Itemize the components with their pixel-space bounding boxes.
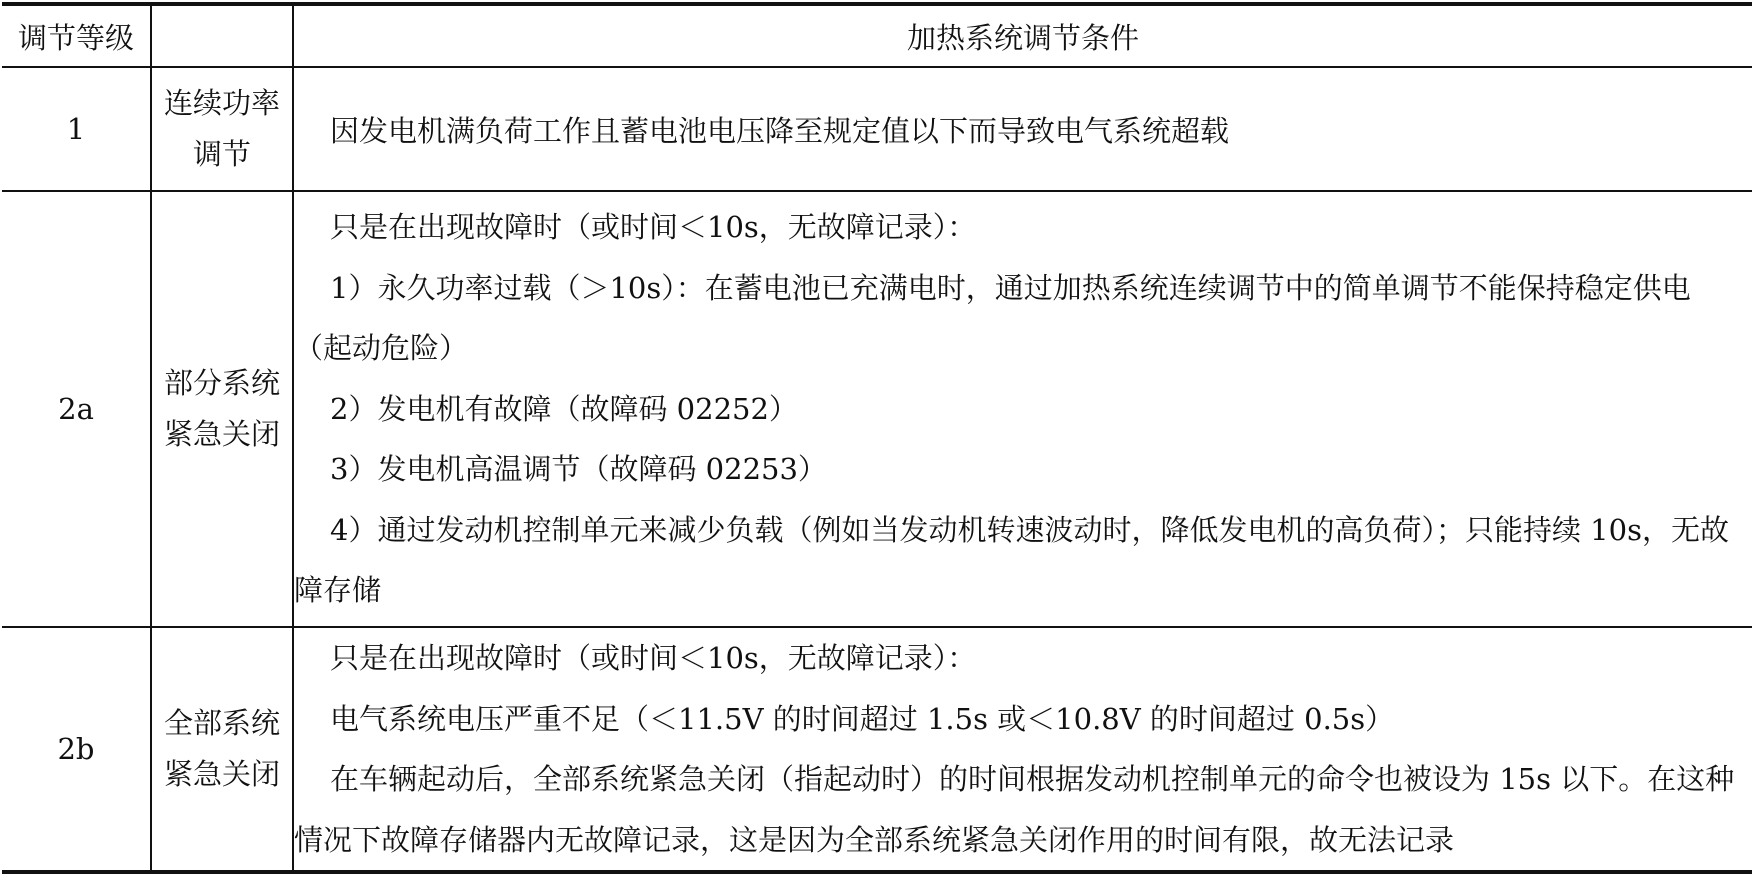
condition-paragraph: 2）发电机有故障（故障码 02252） (330, 391, 798, 426)
header-condition: 加热系统调节条件 (293, 4, 1752, 67)
row-name-line: 紧急关闭 (163, 417, 280, 451)
row-level: 2a (2, 191, 151, 627)
table-row (2, 191, 1752, 627)
condition-paragraph: 1）永久功率过载（＞10s）：在蓄电池已充满电时，通过加热系统连续调节中的简单调节不能保持稳定供电（起动危险） (294, 270, 1691, 366)
condition-paragraph: 电气系统电压严重不足（＜11.5V 的时间超过 1.5s 或＜10.8V 的时间超过 0.5s） (330, 701, 1395, 736)
row-name-line: 紧急关闭 (163, 757, 280, 791)
table-row (2, 67, 1752, 191)
row-condition (293, 191, 1752, 627)
condition-paragraph: 因发电机满负荷工作且蓄电池电压降至规定值以下而导致电气系统超载 (330, 113, 1230, 148)
row-name-line: 调节 (192, 137, 251, 171)
row-name (151, 627, 293, 872)
row-name-line: 全部系统 (163, 706, 280, 741)
header-level: 调节等级 (2, 4, 151, 67)
header-name (151, 4, 293, 67)
condition-paragraph: 3）发电机高温调节（故障码 02253） (330, 452, 827, 487)
table-row (2, 627, 1752, 872)
condition-paragraph: 4）通过发动机控制单元来减少负载（例如当发动机转速波动时，降低发电机的高负荷）；只能持续 10s，无故障存储 (294, 512, 1729, 608)
row-name-line: 连续功率 (163, 86, 280, 121)
condition-paragraph: 只是在出现故障时（或时间＜10s，无故障记录）： (330, 641, 977, 675)
condition-paragraph: 在车辆起动后，全部系统紧急关闭（指起动时）的时间根据发动机控制单元的命令也被设为 15s 以下。在这种情况下故障存储器内无故障记录，这是因为全部系统紧急关闭作用的时间有限，故无法记录 (294, 762, 1735, 857)
row-level: 2b (2, 627, 151, 872)
row-name (151, 191, 293, 627)
row-condition (293, 67, 1752, 191)
regulation-table (2, 2, 1752, 874)
condition-paragraph: 只是在出现故障时（或时间＜10s，无故障记录）： (330, 210, 977, 245)
row-name-line: 部分系统 (163, 366, 280, 401)
row-condition (293, 627, 1752, 872)
row-name (151, 67, 293, 191)
table-header-row (2, 4, 1752, 67)
row-level: 1 (2, 67, 151, 191)
